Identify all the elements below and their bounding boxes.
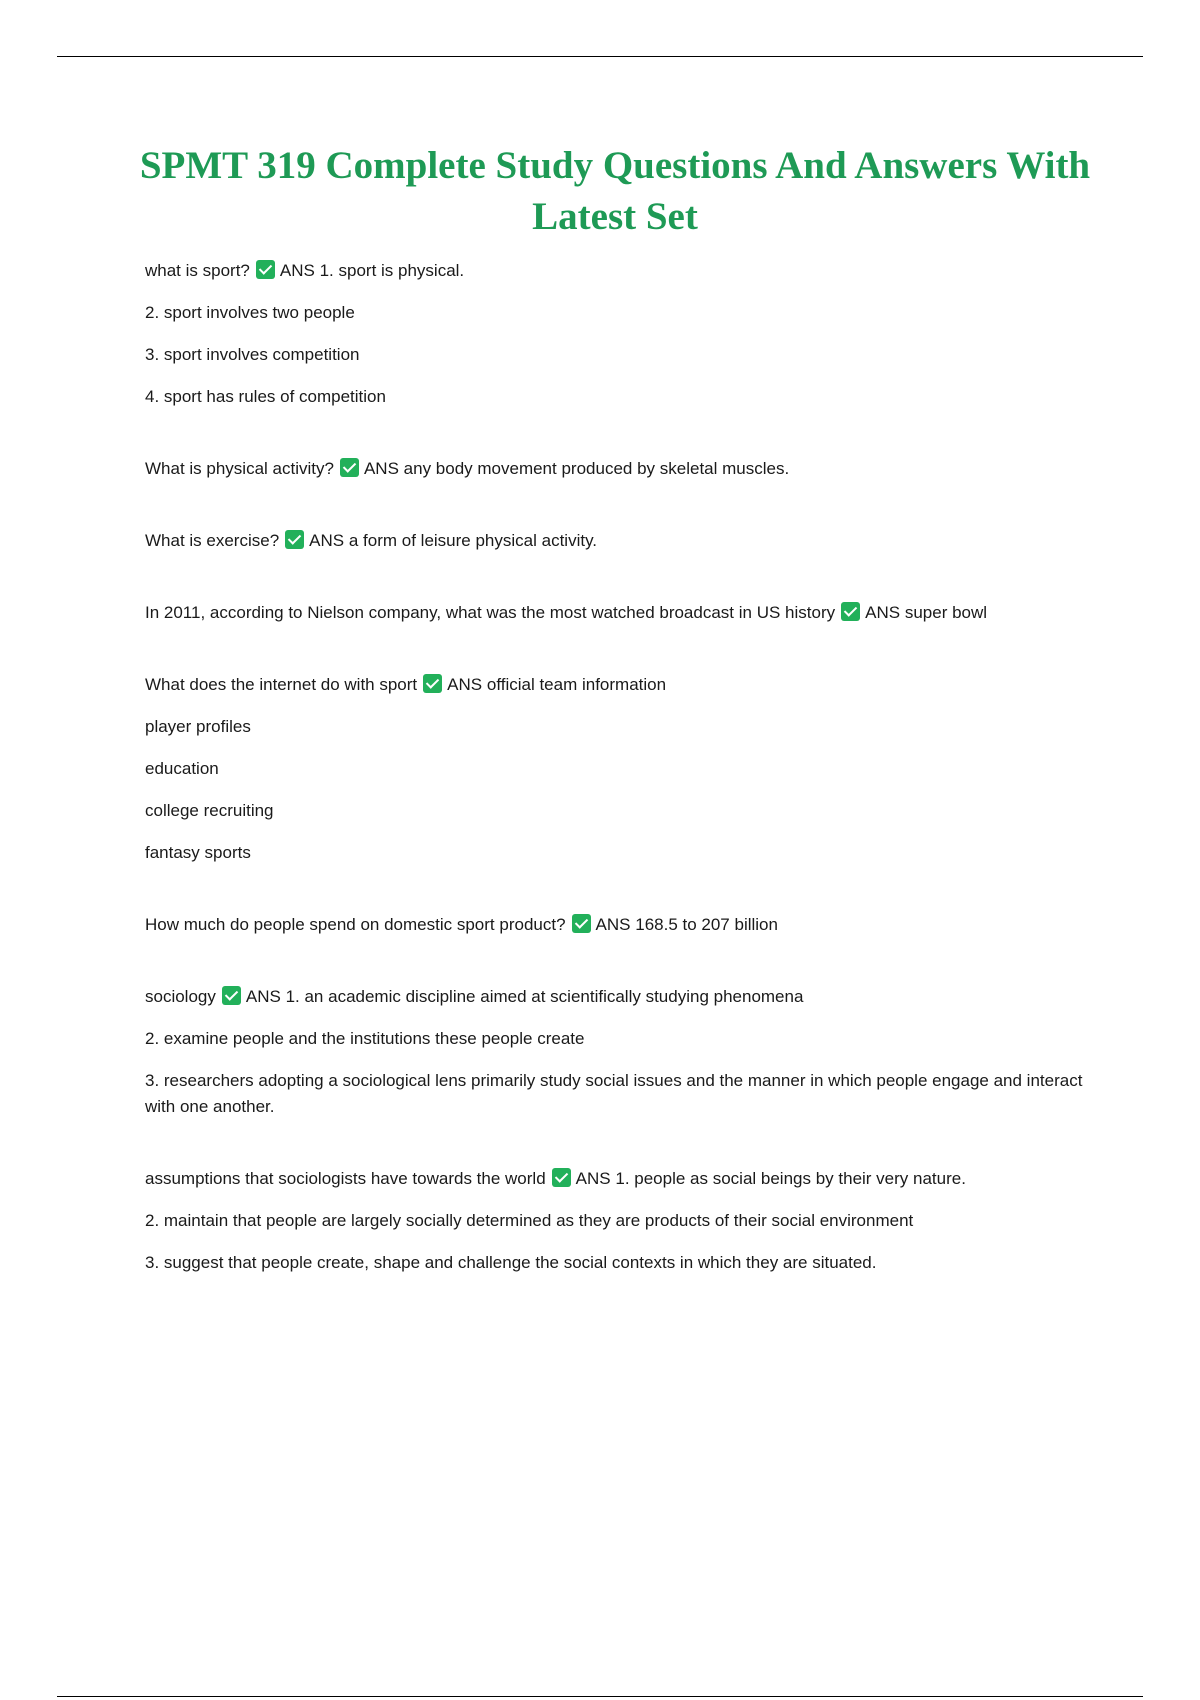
question-line [145,600,1095,626]
answer-line: 3. sport involves competition [145,345,360,364]
question-text: What does the internet do with sport [145,675,418,694]
answer-prefix: ANS [595,915,631,934]
check-icon [572,914,591,933]
answer-prefix: ANS [575,1169,611,1188]
answer-line: 3. researchers adopting a sociological lens primarily study social issues and the manner in which people engage and interact with one another. [145,1071,1083,1116]
question-text: assumptions that sociologists have towards the world [145,1169,546,1188]
answer-line: 4. sport has rules of competition [145,387,386,406]
question-line [145,456,1095,482]
answer-line: player profiles [145,717,251,736]
check-icon [552,1168,571,1187]
answer-text: 1. an academic discipline aimed at scientifically studying phenomena [285,987,804,1006]
answer-prefix: ANS [309,531,345,550]
qa-item [145,528,1095,554]
question-line [145,984,1095,1010]
qa-item [145,912,1095,938]
question-text: what is sport? [145,261,250,280]
qa-item [145,456,1095,482]
check-icon [222,986,241,1005]
qa-item [145,1166,1095,1276]
check-icon [423,674,442,693]
answer-line: 3. suggest that people create, shape and challenge the social contexts in which they are situated. [145,1253,877,1272]
answer-text: any body movement produced by skeletal muscles. [403,459,790,478]
question-text: sociology [145,987,216,1006]
answer-prefix: ANS [363,459,399,478]
question-text: How much do people spend on domestic sport product? [145,915,566,934]
answer-line: 2. examine people and the institutions these people create [145,1029,585,1048]
question-text: In 2011, according to Nielson company, what was the most watched broadcast in US history [145,603,836,622]
qa-item [145,600,1095,626]
answer-prefix: ANS [865,603,901,622]
answer-line: fantasy sports [145,843,251,862]
top-rule [57,56,1143,57]
check-icon [285,530,304,549]
qa-item [145,984,1095,1120]
answer-prefix: ANS [447,675,483,694]
answer-text: 1. sport is physical. [319,261,465,280]
check-icon [256,260,275,279]
bottom-rule [57,1696,1143,1697]
question-text: What is physical activity? [145,459,334,478]
qa-content [145,258,1095,1276]
answer-text: super bowl [904,603,988,622]
answer-line: education [145,759,219,778]
answer-text: official team information [486,675,667,694]
question-line [145,1166,1095,1192]
qa-item [145,672,1095,866]
answer-line: college recruiting [145,801,274,820]
question-line [145,258,1095,284]
question-line [145,912,1095,938]
answer-line: 2. sport involves two people [145,303,355,322]
check-icon [340,458,359,477]
answer-prefix: ANS [279,261,315,280]
page-title: SPMT 319 Complete Study Questions And Answers With Latest Set [139,144,1091,238]
qa-item [145,258,1095,410]
answer-text: 1. people as social beings by their very nature. [615,1169,966,1188]
question-text: What is exercise? [145,531,280,550]
answer-line: 2. maintain that people are largely socially determined as they are products of their social environment [145,1211,914,1230]
answer-text: 168.5 to 207 billion [635,915,778,934]
answer-prefix: ANS [245,987,281,1006]
check-icon [841,602,860,621]
question-line [145,672,1095,698]
question-line [145,528,1095,554]
answer-text: a form of leisure physical activity. [348,531,598,550]
